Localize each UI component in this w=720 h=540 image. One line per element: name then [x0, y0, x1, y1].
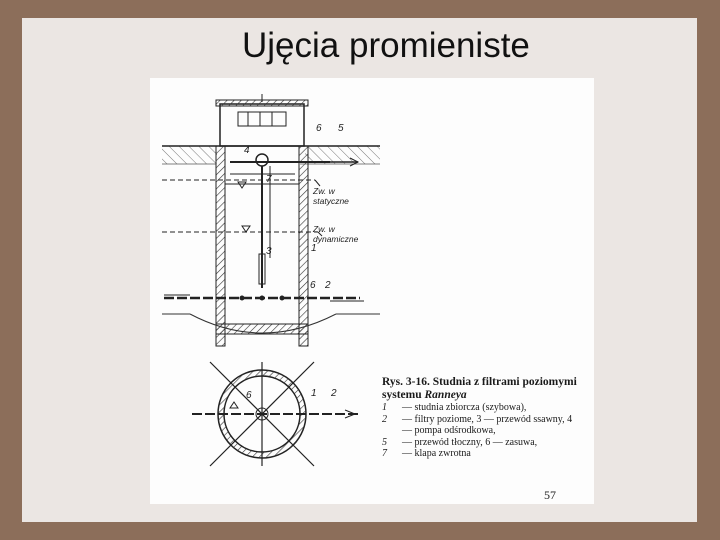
plan-view	[192, 362, 360, 466]
horizontal-filters	[164, 295, 364, 301]
slide-title: Ujęcia promieniste	[242, 26, 530, 65]
pump-house	[216, 94, 308, 146]
label-1: 1	[311, 243, 317, 254]
label-plan-6: 6	[246, 390, 252, 401]
label-5: 5	[338, 123, 344, 134]
page-number: 57	[544, 488, 556, 502]
label-3: 3	[266, 246, 272, 257]
label-2: 2	[325, 280, 331, 291]
caption-heading: Rys. 3-16. Studnia z filtrami poziomymi systemu Ranneya	[382, 376, 577, 401]
label-plan-2: 2	[331, 388, 337, 399]
caption-item: 5 — przewód tłoczny, 6 — zasuwa,	[382, 436, 538, 448]
water-levels	[162, 180, 322, 236]
caption-item: 7 — klapa zwrotna	[382, 448, 471, 459]
scanned-figure	[150, 78, 594, 504]
label-6-mid: 6	[310, 280, 316, 291]
label-static-level: Zw. w statyczne	[313, 186, 349, 206]
label-7: 7	[266, 174, 272, 185]
caption-item: 2 — filtry poziome, 3 — przewód ssawny, 4 — pompa odśrodkowa,	[382, 413, 573, 436]
label-dynamic-level: Zw. w dynamiczne	[313, 224, 359, 244]
label-4: 4	[244, 145, 250, 156]
caption-item: 1 — studnia zbiorcza (szybowa),	[382, 402, 527, 413]
slide	[22, 18, 697, 522]
pump-and-pipes	[230, 154, 358, 288]
label-plan-1: 1	[311, 388, 317, 399]
figure-caption	[382, 376, 577, 460]
label-6-top: 6	[316, 123, 322, 134]
